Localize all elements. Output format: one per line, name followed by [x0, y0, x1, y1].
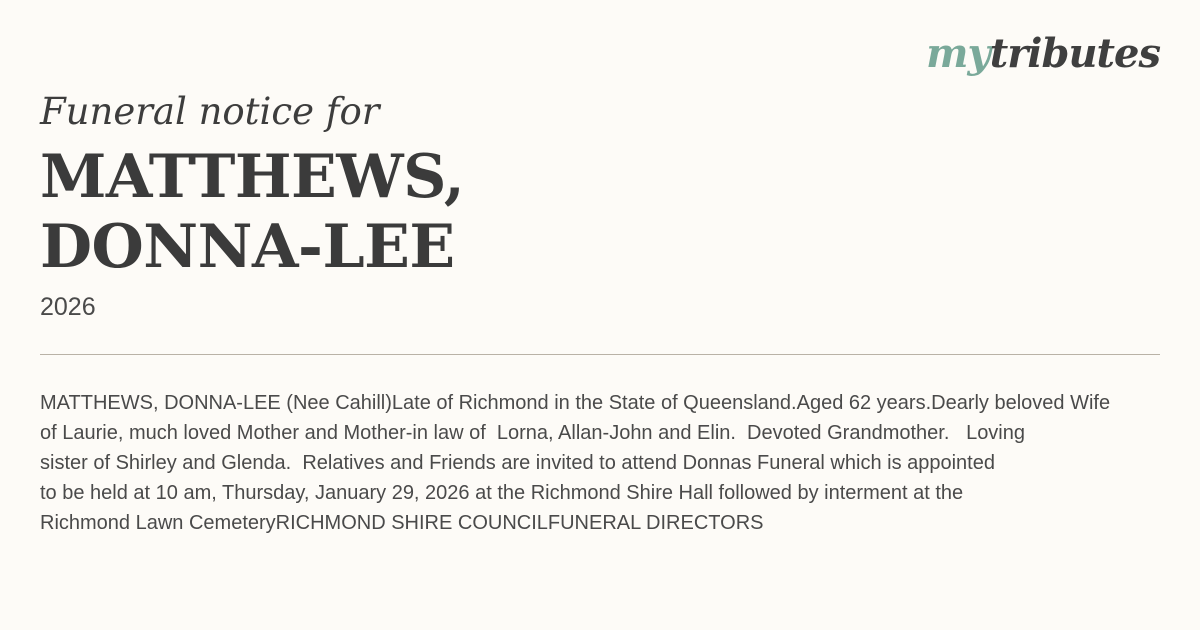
- notice-line: sister of Shirley and Glenda. Relatives and Friends are invited to attend Donnas Funeral which is appointed: [40, 452, 995, 474]
- notice-subtitle: Funeral notice for: [40, 90, 380, 133]
- notice-year: 2026: [40, 293, 96, 321]
- notice-line: MATTHEWS, DONNA-LEE (Nee Cahill)Late of Richmond in the State of Queensland.Aged 62 years.Dearly beloved Wife: [40, 392, 1111, 414]
- deceased-given-names: DONNA-LEE: [40, 212, 455, 282]
- logo-part-my: my: [926, 30, 990, 77]
- notice-line: to be held at 10 am, Thursday, January 29, 2026 at the Richmond Shire Hall followed by interment at the: [40, 482, 964, 504]
- notice-line: of Laurie, much loved Mother and Mother-in law of Lorna, Allan-John and Elin. Devoted Grandmother. Loving: [40, 422, 1025, 444]
- divider: [40, 354, 1160, 355]
- notice-line: Richmond Lawn CemeteryRICHMOND SHIRE COUNCILFUNERAL DIRECTORS: [40, 512, 764, 534]
- deceased-surname: MATTHEWS,: [40, 142, 465, 212]
- notice-body: [40, 388, 1185, 538]
- deceased-name: [40, 142, 464, 282]
- logo-part-tributes: tributes: [989, 30, 1160, 77]
- mytributes-logo[interactable]: [926, 30, 1160, 77]
